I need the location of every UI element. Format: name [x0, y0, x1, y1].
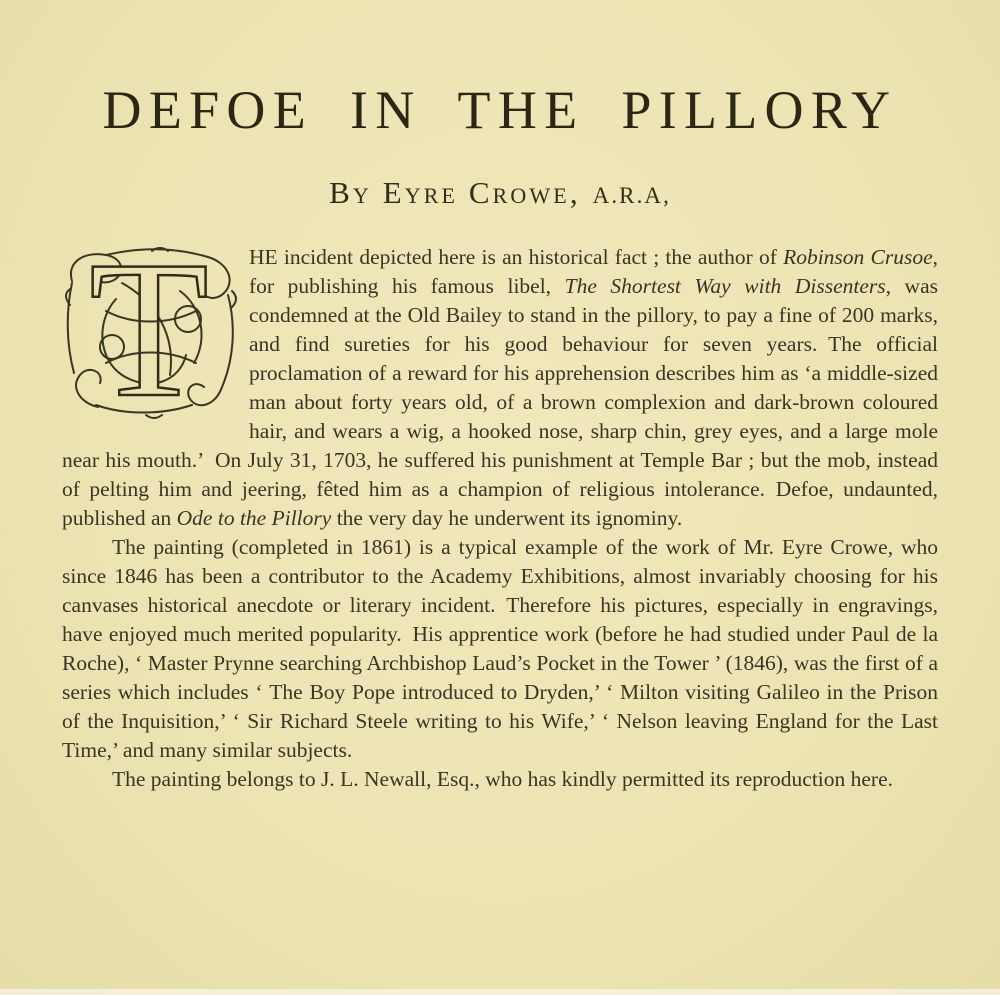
paragraph-1: [62, 243, 938, 533]
text-run: , was condemned at the Old Bailey to stand in the pillory, to pay a fine of 200 marks, and find sureties for his good behaviour for seven years. The official proclamation of a reward for his apprehension describes him as ‘a middle-sized man about forty years old, of a brown complexion and dark-brown coloured hair, and wears a wig, a hooked nose, sharp chin, grey eyes, and a large mole near his mouth.’ On July 31, 1703, he suffered his punishment at Temple Bar ; but the mob, instead of pelting him and jeering, fêted him as a champion of religious intolerance. Defoe, undaunted, published an: [62, 273, 938, 530]
paragraph-2: [62, 533, 938, 765]
drop-cap-svg: [62, 247, 240, 419]
byline-honorific: A.R.A,: [592, 182, 671, 208]
text-run: The painting belongs to J. L. Newall, Esq., who has kindly permitted its reproduction here.: [112, 766, 894, 791]
drop-cap-letter: T: [89, 246, 209, 419]
text-run: the very day he underwent its ignominy.: [331, 505, 683, 530]
text-run: The painting (completed in 1861) is a typical example of the work of Mr. Eyre Crowe, who since 1846 has been a contributor to the Academy Exhibitions, almost invariably choosing for his canvases historical anecdote or literary incident. Therefore his pictures, especially in engravings, have enjoyed much merited popularity. His apprentice work (before he had studied under Paul de la Roche), ‘ Master Prynne searching Archbishop Laud’s Pocket in the Tower ’ (1846), was the first of a series which includes ‘ The Boy Pope introduced to Dryden,’ ‘ Milton visiting Galileo in the Prison of the Inquisition,’ ‘ Sir Richard Steele writing to his Wife,’ ‘ Nelson leaving England for the Last Time,’ and many similar subjects.: [62, 534, 938, 762]
text-run-italic: Robinson Crusoe: [783, 244, 933, 269]
byline: [62, 175, 938, 211]
page-title: DEFOE IN THE PILLORY: [102, 80, 898, 140]
text-run: , for publishing his famous libel,: [249, 244, 938, 298]
text-run: HE incident depicted here is an historical fact ; the author of: [249, 244, 784, 269]
byline-author: By Eyre Crowe,: [329, 174, 581, 210]
paragraph-3: [62, 765, 938, 794]
article-body: [62, 243, 938, 794]
text-run-italic: The Shortest Way with Dissenters: [564, 273, 886, 298]
text-run-italic: Ode to the Pillory: [176, 505, 332, 530]
drop-cap-ornament: [62, 247, 240, 419]
